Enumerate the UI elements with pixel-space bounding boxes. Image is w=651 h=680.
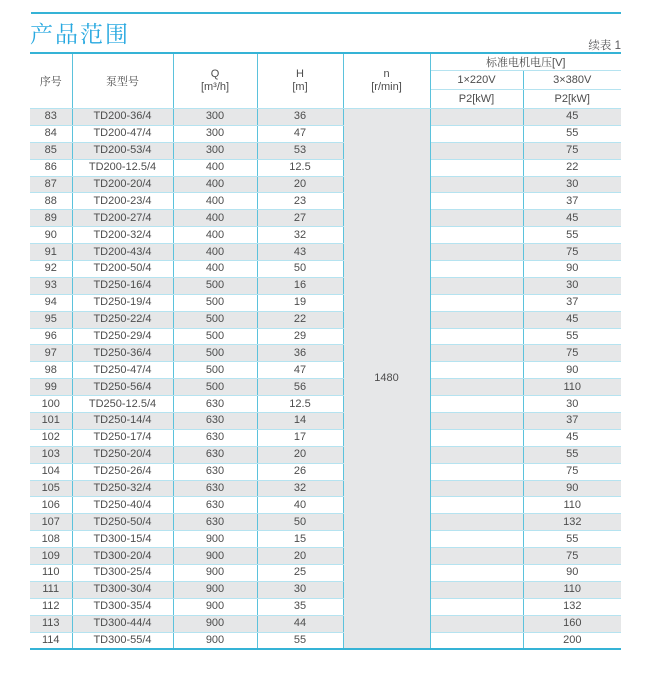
cell-head: 15 [257, 531, 343, 548]
cell-p2-380: 37 [523, 294, 621, 311]
cell-p2-220 [430, 261, 523, 278]
table-row [30, 565, 621, 582]
cell-p2-220 [430, 429, 523, 446]
table-row [30, 615, 621, 632]
cell-model: TD250-47/4 [72, 362, 173, 379]
cell-serial: 92 [30, 261, 72, 278]
table-row [30, 531, 621, 548]
cell-flow: 900 [173, 615, 257, 632]
cell-head: 56 [257, 379, 343, 396]
cell-p2-220 [430, 362, 523, 379]
cell-model: TD250-50/4 [72, 514, 173, 531]
cell-model: TD250-20/4 [72, 446, 173, 463]
table-row [30, 311, 621, 328]
cell-serial: 93 [30, 277, 72, 294]
cell-head: 27 [257, 210, 343, 227]
cell-p2-380: 110 [523, 581, 621, 598]
cell-serial: 90 [30, 227, 72, 244]
cell-serial: 99 [30, 379, 72, 396]
header-speed-symbol: n [383, 67, 390, 80]
table-row [30, 345, 621, 362]
cell-p2-380: 55 [523, 227, 621, 244]
cell-p2-220 [430, 328, 523, 345]
cell-serial: 105 [30, 480, 72, 497]
header-row-1 [30, 53, 621, 71]
cell-head: 16 [257, 277, 343, 294]
cell-head: 47 [257, 362, 343, 379]
header-head [257, 53, 343, 109]
cell-model: TD300-25/4 [72, 565, 173, 582]
cell-model: TD200-32/4 [72, 227, 173, 244]
cell-model: TD250-36/4 [72, 345, 173, 362]
header-voltage-220: 1×220V [430, 71, 523, 90]
cell-head: 35 [257, 598, 343, 615]
cell-serial: 89 [30, 210, 72, 227]
cell-p2-220 [430, 311, 523, 328]
cell-p2-380: 132 [523, 514, 621, 531]
cell-p2-380: 37 [523, 413, 621, 430]
cell-model: TD200-12.5/4 [72, 159, 173, 176]
cell-model: TD200-23/4 [72, 193, 173, 210]
cell-p2-380: 22 [523, 159, 621, 176]
cell-p2-220 [430, 615, 523, 632]
cell-p2-220 [430, 345, 523, 362]
cell-flow: 500 [173, 294, 257, 311]
table-row [30, 109, 621, 126]
cell-flow: 630 [173, 497, 257, 514]
cell-serial: 101 [30, 413, 72, 430]
cell-head: 53 [257, 142, 343, 159]
table-header [30, 53, 621, 109]
cell-p2-220 [430, 565, 523, 582]
cell-head: 30 [257, 581, 343, 598]
cell-model: TD200-27/4 [72, 210, 173, 227]
cell-serial: 94 [30, 294, 72, 311]
cell-flow: 900 [173, 598, 257, 615]
cell-p2-220 [430, 446, 523, 463]
cell-serial: 107 [30, 514, 72, 531]
cell-p2-220 [430, 294, 523, 311]
cell-serial: 88 [30, 193, 72, 210]
cell-p2-220 [430, 277, 523, 294]
header-speed [343, 53, 430, 109]
cell-serial: 98 [30, 362, 72, 379]
cell-p2-380: 75 [523, 142, 621, 159]
table-row [30, 396, 621, 413]
cell-model: TD250-16/4 [72, 277, 173, 294]
table-row [30, 446, 621, 463]
table-row [30, 379, 621, 396]
cell-p2-220 [430, 142, 523, 159]
cell-model: TD250-14/4 [72, 413, 173, 430]
product-range-table [30, 52, 621, 650]
cell-model: TD300-15/4 [72, 531, 173, 548]
cell-serial: 113 [30, 615, 72, 632]
table-row [30, 497, 621, 514]
cell-serial: 103 [30, 446, 72, 463]
cell-serial: 112 [30, 598, 72, 615]
header-flow-symbol: Q [210, 67, 220, 80]
cell-p2-380: 75 [523, 345, 621, 362]
cell-model: TD250-22/4 [72, 311, 173, 328]
cell-serial: 83 [30, 109, 72, 126]
cell-flow: 500 [173, 277, 257, 294]
cell-flow: 900 [173, 581, 257, 598]
cell-serial: 85 [30, 142, 72, 159]
cell-serial: 108 [30, 531, 72, 548]
cell-serial: 86 [30, 159, 72, 176]
table-row [30, 176, 621, 193]
header-voltage-group: 标准电机电压[V] [430, 53, 621, 71]
cell-model: TD250-12.5/4 [72, 396, 173, 413]
cell-head: 36 [257, 109, 343, 126]
cell-model: TD250-17/4 [72, 429, 173, 446]
cell-p2-220 [430, 480, 523, 497]
cell-flow: 630 [173, 396, 257, 413]
cell-serial: 104 [30, 463, 72, 480]
table-row [30, 294, 621, 311]
cell-p2-380: 132 [523, 598, 621, 615]
cell-flow: 630 [173, 446, 257, 463]
page-title: 产品范围 [30, 21, 130, 47]
header-serial: 序号 [30, 53, 72, 109]
cell-head: 12.5 [257, 396, 343, 413]
cell-p2-380: 45 [523, 109, 621, 126]
cell-p2-380: 55 [523, 446, 621, 463]
header-model: 泵型号 [72, 53, 173, 109]
cell-model: TD250-56/4 [72, 379, 173, 396]
cell-serial: 102 [30, 429, 72, 446]
cell-p2-380: 90 [523, 362, 621, 379]
table-row [30, 125, 621, 142]
cell-flow: 400 [173, 261, 257, 278]
cell-flow: 400 [173, 176, 257, 193]
table-row [30, 632, 621, 649]
cell-model: TD200-50/4 [72, 261, 173, 278]
table-row [30, 463, 621, 480]
cell-p2-380: 30 [523, 396, 621, 413]
cell-flow: 400 [173, 244, 257, 261]
table-row [30, 159, 621, 176]
cell-model: TD300-30/4 [72, 581, 173, 598]
cell-flow: 500 [173, 311, 257, 328]
header-flow [173, 53, 257, 109]
cell-p2-220 [430, 176, 523, 193]
table-row [30, 413, 621, 430]
cell-flow: 630 [173, 463, 257, 480]
cell-p2-220 [430, 463, 523, 480]
cell-p2-220 [430, 514, 523, 531]
continuation-note: 续表 1 [588, 40, 621, 52]
cell-flow: 300 [173, 142, 257, 159]
header-speed-unit: [r/min] [371, 81, 402, 93]
cell-head: 12.5 [257, 159, 343, 176]
cell-p2-220 [430, 125, 523, 142]
cell-serial: 114 [30, 632, 72, 649]
cell-speed-merged: 1480 [343, 109, 430, 650]
cell-p2-380: 200 [563, 633, 582, 646]
table-row [30, 261, 621, 278]
cell-head: 50 [257, 261, 343, 278]
cell-p2-380: 160 [523, 615, 621, 632]
cell-head: 26 [257, 463, 343, 480]
cell-serial: 84 [30, 125, 72, 142]
cell-flow: 500 [173, 345, 257, 362]
table-row [30, 480, 621, 497]
cell-flow: 300 [173, 125, 257, 142]
cell-p2-220 [430, 210, 523, 227]
cell-p2-380: 55 [523, 328, 621, 345]
cell-model: TD250-19/4 [72, 294, 173, 311]
cell-p2-380: 75 [523, 548, 621, 565]
cell-p2-220 [430, 581, 523, 598]
cell-model: TD250-32/4 [72, 480, 173, 497]
cell-p2-220 [430, 497, 523, 514]
cell-model: TD300-20/4 [72, 548, 173, 565]
cell-flow: 500 [173, 379, 257, 396]
table-row [30, 210, 621, 227]
cell-p2-220 [430, 632, 523, 649]
cell-flow: 900 [173, 548, 257, 565]
cell-serial: 96 [30, 328, 72, 345]
cell-p2-380: 110 [523, 497, 621, 514]
cell-head: 32 [257, 480, 343, 497]
cell-head: 22 [257, 311, 343, 328]
cell-head: 23 [257, 193, 343, 210]
cell-p2-220 [430, 531, 523, 548]
cell-serial: 110 [30, 565, 72, 582]
cell-p2-220 [430, 598, 523, 615]
table-row [30, 598, 621, 615]
table-row [30, 227, 621, 244]
cell-head: 47 [257, 125, 343, 142]
cell-p2-380: 90 [523, 261, 621, 278]
cell-head: 40 [257, 497, 343, 514]
header-head-unit: [m] [292, 81, 308, 93]
cell-model: TD300-44/4 [72, 615, 173, 632]
cell-p2-220 [430, 548, 523, 565]
cell-flow: 900 [173, 565, 257, 582]
cell-model: TD200-20/4 [72, 176, 173, 193]
header-voltage-380: 3×380V [523, 71, 621, 90]
table-row [30, 362, 621, 379]
table-row [30, 244, 621, 261]
cell-head: 20 [257, 176, 343, 193]
cell-flow: 400 [173, 227, 257, 244]
cell-p2-380: 55 [523, 531, 621, 548]
header-flow-unit: [m³/h] [200, 81, 230, 93]
cell-flow: 500 [173, 328, 257, 345]
cell-p2-220 [430, 109, 523, 126]
cell-p2-380: 90 [523, 480, 621, 497]
cell-model: TD250-40/4 [72, 497, 173, 514]
header-head-symbol: H [296, 67, 304, 80]
cell-p2-220 [430, 227, 523, 244]
table-body [30, 109, 621, 650]
header-p2-220: P2[kW] [430, 90, 523, 109]
table-row [30, 277, 621, 294]
table-row [30, 328, 621, 345]
cell-serial: 87 [30, 176, 72, 193]
cell-model: TD200-47/4 [72, 125, 173, 142]
table-row [30, 193, 621, 210]
cell-head: 20 [257, 446, 343, 463]
cell-model: TD200-36/4 [72, 109, 173, 126]
cell-flow: 400 [173, 193, 257, 210]
cell-head: 29 [257, 328, 343, 345]
cell-model: TD300-55/4 [72, 632, 173, 649]
cell-flow: 900 [173, 531, 257, 548]
cell-p2-220 [430, 193, 523, 210]
cell-p2-380: 37 [523, 193, 621, 210]
cell-flow: 630 [173, 514, 257, 531]
cell-p2-380: 75 [523, 244, 621, 261]
table-row [30, 548, 621, 565]
cell-head: 17 [257, 429, 343, 446]
cell-p2-380: 75 [523, 463, 621, 480]
cell-head: 32 [257, 227, 343, 244]
cell-serial: 109 [30, 548, 72, 565]
header-p2-380: P2[kW] [523, 90, 621, 109]
cell-head: 50 [257, 514, 343, 531]
table-row [30, 581, 621, 598]
cell-p2-220 [430, 413, 523, 430]
cell-flow: 400 [173, 210, 257, 227]
cell-model: TD200-43/4 [72, 244, 173, 261]
table-row [30, 514, 621, 531]
cell-head: 19 [257, 294, 343, 311]
cell-p2-220 [430, 159, 523, 176]
cell-p2-380: 110 [523, 379, 621, 396]
cell-model: TD300-35/4 [72, 598, 173, 615]
cell-flow: 630 [173, 413, 257, 430]
cell-head: 43 [257, 244, 343, 261]
cell-p2-380: 55 [523, 125, 621, 142]
cell-flow: 900 [173, 632, 257, 649]
cell-head: 36 [257, 345, 343, 362]
table-row [30, 429, 621, 446]
cell-p2-380: 30 [523, 277, 621, 294]
cell-model: TD200-53/4 [72, 142, 173, 159]
cell-p2-220 [430, 396, 523, 413]
cell-serial: 95 [30, 311, 72, 328]
cell-head: 20 [257, 548, 343, 565]
cell-serial: 100 [30, 396, 72, 413]
cell-p2-380: 90 [523, 565, 621, 582]
cell-p2-380: 45 [523, 210, 621, 227]
cell-p2-220 [430, 244, 523, 261]
cell-flow: 300 [173, 109, 257, 126]
cell-p2-380: 45 [523, 429, 621, 446]
cell-serial: 91 [30, 244, 72, 261]
table-row [30, 142, 621, 159]
cell-head: 25 [257, 565, 343, 582]
cell-flow: 500 [173, 362, 257, 379]
cell-serial: 111 [30, 581, 72, 598]
cell-p2-380: 30 [523, 176, 621, 193]
top-rule [31, 12, 621, 14]
cell-flow: 630 [173, 429, 257, 446]
cell-flow: 400 [173, 159, 257, 176]
cell-serial: 97 [30, 345, 72, 362]
cell-model: TD250-26/4 [72, 463, 173, 480]
cell-head: 14 [257, 413, 343, 430]
cell-serial: 106 [30, 497, 72, 514]
cell-head: 44 [257, 615, 343, 632]
cell-flow: 630 [173, 480, 257, 497]
cell-p2-380: 45 [523, 311, 621, 328]
cell-model: TD250-29/4 [72, 328, 173, 345]
cell-head: 55 [257, 632, 343, 649]
cell-p2-220 [430, 379, 523, 396]
